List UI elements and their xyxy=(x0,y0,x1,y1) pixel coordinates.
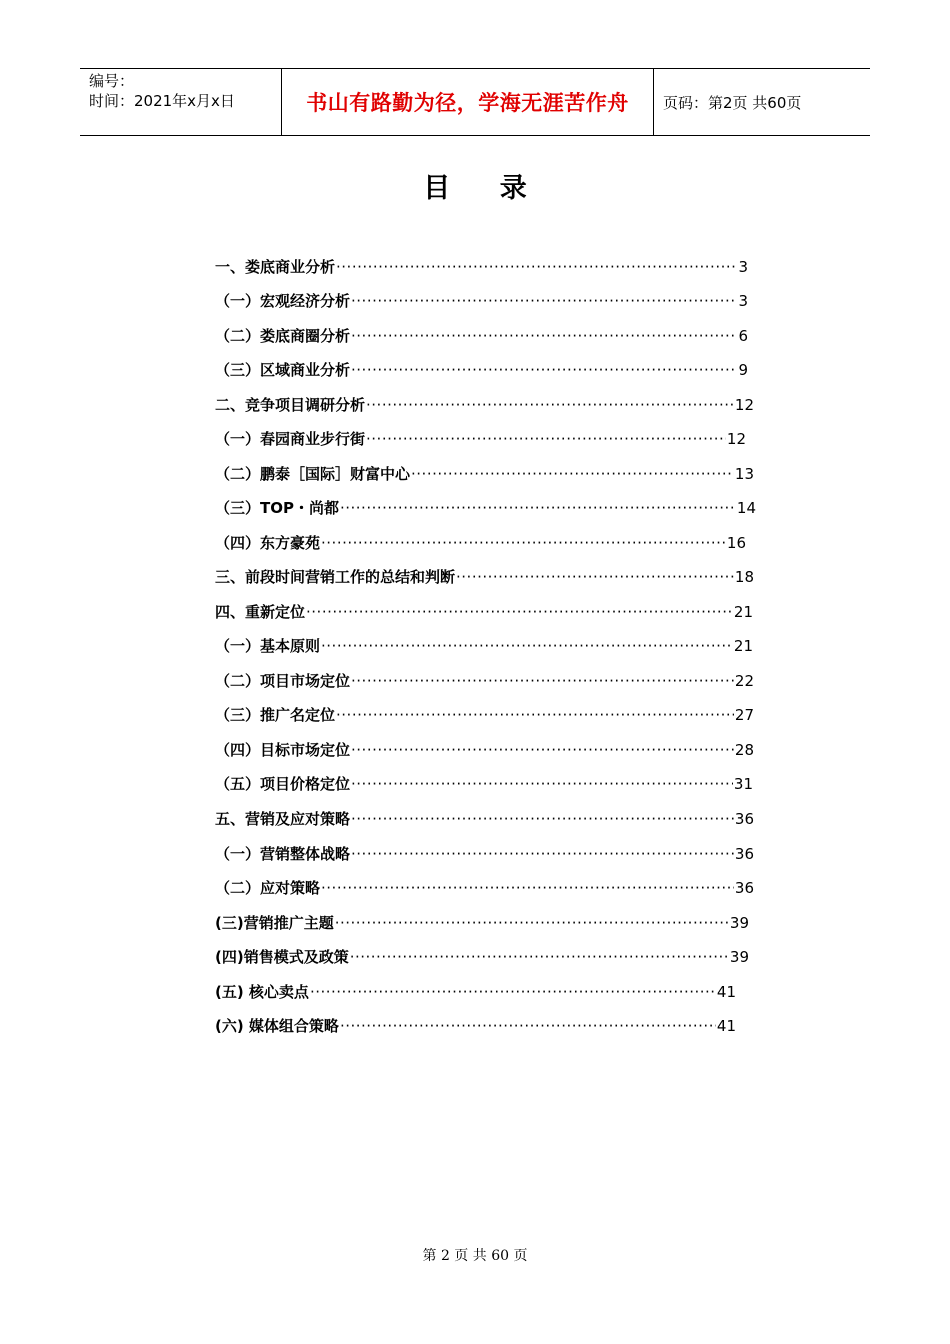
toc-leader-dots xyxy=(335,911,729,935)
toc-leader-dots xyxy=(456,565,734,589)
toc-leader-dots xyxy=(351,289,737,313)
toc-entry-label: （一）宏观经济分析 xyxy=(215,292,351,310)
toc-entry[interactable] xyxy=(215,531,746,555)
toc-entry[interactable] xyxy=(215,842,754,866)
header-page-info: 页码：第2页 共60页 xyxy=(663,93,802,112)
toc-entry[interactable] xyxy=(215,427,746,451)
toc-entry[interactable] xyxy=(215,738,754,762)
toc-entry-page: 31 xyxy=(733,775,753,793)
toc-entry-label: (三)营销推广主题 xyxy=(215,914,334,932)
toc-entry-page: 9 xyxy=(738,361,748,379)
toc-entry-label: （三）区域商业分析 xyxy=(215,361,351,379)
toc-entry[interactable] xyxy=(215,772,753,796)
motto: 书山有路勤为径，学海无涯苦作舟 xyxy=(306,91,629,115)
toc-leader-dots xyxy=(411,462,734,486)
toc-leader-dots xyxy=(340,496,736,520)
toc-leader-dots xyxy=(321,876,734,900)
toc-leader-dots xyxy=(310,980,716,1004)
toc-entry-page: 22 xyxy=(734,672,754,690)
toc-entry-label: （三）TOP・尚都 xyxy=(215,499,339,517)
toc-entry[interactable] xyxy=(215,255,748,279)
toc-entry-label: （一）营销整体战略 xyxy=(215,845,351,863)
toc-leader-dots xyxy=(366,427,726,451)
toc-leader-dots xyxy=(321,531,726,555)
toc-entry-page: 36 xyxy=(734,845,754,863)
toc-entry[interactable] xyxy=(215,358,748,382)
toc-entry-label: 三、前段时间营销工作的总结和判断 xyxy=(215,568,456,586)
toc-entry[interactable] xyxy=(215,807,754,831)
toc-entry-label: （二）鹏泰［国际］财富中心 xyxy=(215,465,411,483)
toc-leader-dots xyxy=(351,669,734,693)
toc-entry-page: 21 xyxy=(733,637,753,655)
toc-entry-page: 3 xyxy=(738,292,748,310)
toc-leader-dots xyxy=(351,358,737,382)
toc-entry-label: (四)销售模式及政策 xyxy=(215,948,349,966)
toc-entry-page: 27 xyxy=(734,706,754,724)
toc-entry[interactable] xyxy=(215,565,754,589)
toc-entry[interactable] xyxy=(215,876,754,900)
toc-entry-label: 四、重新定位 xyxy=(215,603,306,621)
toc-leader-dots xyxy=(336,255,737,279)
toc-entry-page: 21 xyxy=(733,603,753,621)
toc-entry-page: 36 xyxy=(734,810,754,828)
toc-entry-label: （一）春园商业步行街 xyxy=(215,430,366,448)
page-footer: 第 2 页 共 60 页 xyxy=(422,1248,528,1264)
toc-entry-page: 18 xyxy=(734,568,754,586)
toc-entry-page: 6 xyxy=(738,327,748,345)
toc-entry-page: 39 xyxy=(729,914,749,932)
toc-entry-page: 3 xyxy=(738,258,748,276)
toc-entry[interactable] xyxy=(215,945,749,969)
toc-entry[interactable] xyxy=(215,462,754,486)
toc-entry-page: 28 xyxy=(734,741,754,759)
toc-entry-label: 一、娄底商业分析 xyxy=(215,258,336,276)
toc-entry-page: 13 xyxy=(734,465,754,483)
toc-entry-label: （二）项目市场定位 xyxy=(215,672,351,690)
toc-leader-dots xyxy=(321,634,733,658)
toc-leader-dots xyxy=(336,703,734,727)
toc-entry[interactable] xyxy=(215,703,754,727)
toc-leader-dots xyxy=(340,1014,716,1038)
number-label: 编号： xyxy=(89,72,135,90)
toc-entry-page: 14 xyxy=(736,499,756,517)
toc-entry-label: （一）基本原则 xyxy=(215,637,321,655)
toc-entry-label: (五) 核心卖点 xyxy=(215,983,309,1001)
toc-entry[interactable] xyxy=(215,496,756,520)
toc-entry-label: （二）娄底商圈分析 xyxy=(215,327,351,345)
toc-entry-label: （二）应对策略 xyxy=(215,879,321,897)
toc-entry-label: 二、竞争项目调研分析 xyxy=(215,396,366,414)
toc-leader-dots xyxy=(306,600,733,624)
toc-leader-dots xyxy=(350,945,729,969)
toc-leader-dots xyxy=(351,738,734,762)
toc-title: 目 录 xyxy=(423,173,547,204)
toc-entry[interactable] xyxy=(215,289,748,313)
time-label: 时间：2021年x月x日 xyxy=(89,92,235,110)
toc-leader-dots xyxy=(366,393,734,417)
toc-entry-label: （四）目标市场定位 xyxy=(215,741,351,759)
toc-entry-label: （三）推广名定位 xyxy=(215,706,336,724)
toc-entry-page: 12 xyxy=(726,430,746,448)
toc-entry-page: 41 xyxy=(716,1017,736,1035)
toc-entry-page: 39 xyxy=(729,948,749,966)
toc-entry-label: （五）项目价格定位 xyxy=(215,775,351,793)
toc-entry-page: 36 xyxy=(734,879,754,897)
toc-entry[interactable] xyxy=(215,634,753,658)
toc-entry[interactable] xyxy=(215,980,736,1004)
toc-entry-label: 五、营销及应对策略 xyxy=(215,810,351,828)
toc-entry-page: 12 xyxy=(734,396,754,414)
toc-entry[interactable] xyxy=(215,393,754,417)
toc-entry-page: 16 xyxy=(726,534,746,552)
toc-entry-page: 41 xyxy=(716,983,736,1001)
toc-leader-dots xyxy=(351,772,733,796)
toc-entry-label: (六) 媒体组合策略 xyxy=(215,1017,339,1035)
toc-leader-dots xyxy=(351,324,737,348)
toc-entry[interactable] xyxy=(215,324,748,348)
toc-entry-label: （四）东方豪苑 xyxy=(215,534,321,552)
toc-entry[interactable] xyxy=(215,600,753,624)
toc-leader-dots xyxy=(351,807,734,831)
toc-entry[interactable] xyxy=(215,1014,736,1038)
toc-leader-dots xyxy=(351,842,734,866)
toc-entry[interactable] xyxy=(215,911,749,935)
toc-entry[interactable] xyxy=(215,669,754,693)
